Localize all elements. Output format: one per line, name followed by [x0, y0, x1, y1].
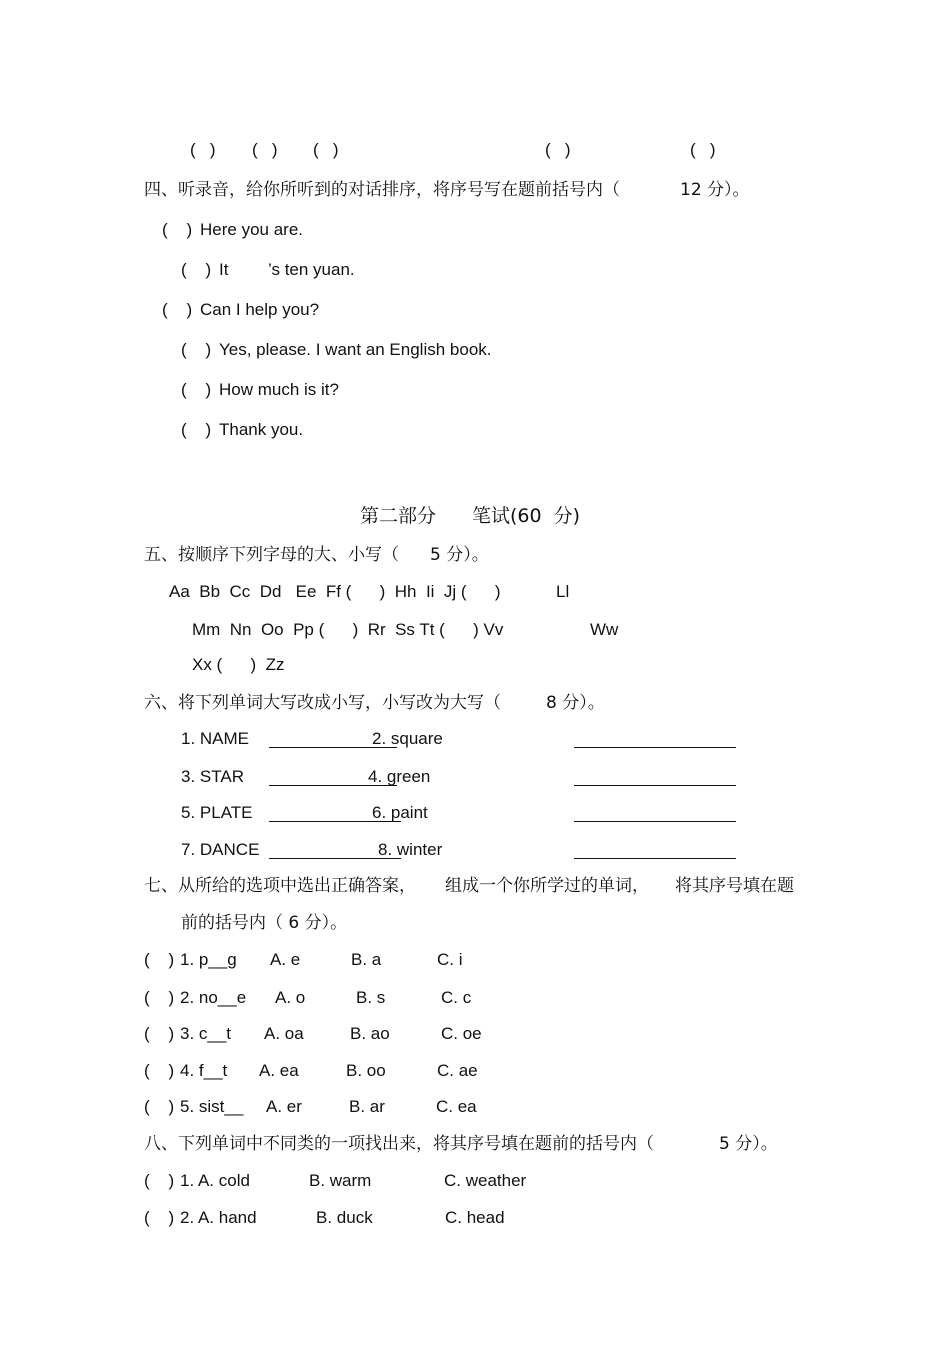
answer-bracket: ( ) — [162, 300, 193, 319]
dialogue-line: How much is it? — [219, 380, 339, 399]
section-4-title: 四、听录音，给你所听到的对话排序，将序号写在题前括号内（ — [144, 180, 620, 200]
option-c: C. weather — [444, 1171, 527, 1190]
option-c: C. i — [437, 950, 463, 969]
answer-bracket: ( ) — [190, 140, 216, 159]
dialogue-line: It — [219, 260, 229, 279]
option-a: A. e — [270, 950, 301, 969]
option-a: A. ea — [259, 1061, 299, 1080]
letters-row: Aa Bb Cc Dd Ee Ff ( ) Hh Ii Jj ( ) — [169, 582, 501, 601]
section-5-title: 五、按顺序下列字母的大、小写（ — [144, 545, 399, 565]
option-a: A. o — [275, 988, 306, 1007]
answer-bracket: ( ) — [181, 380, 212, 399]
answer-bracket: ( ) — [144, 950, 175, 969]
section-4-points: 12 分）。 — [680, 180, 750, 200]
question-word: 1. A. cold — [180, 1171, 250, 1190]
question-word: 5. sist__ — [180, 1097, 244, 1116]
answer-bracket: ( ) — [690, 140, 716, 159]
answer-bracket: ( ) — [313, 140, 339, 159]
answer-bracket: ( ) — [144, 1097, 175, 1116]
word-item: 6. paint — [372, 803, 428, 822]
option-a: A. er — [266, 1097, 302, 1116]
answer-bracket: ( ) — [144, 1208, 175, 1227]
question-word: 3. c__t — [180, 1024, 232, 1043]
section-8-title: 八、下列单词中不同类的一项找出来，将其序号填在题前的括号内（ — [144, 1134, 654, 1154]
dialogue-line: Yes, please. I want an English book. — [219, 340, 492, 359]
question-word: 2. no__e — [180, 988, 247, 1007]
question-word: 2. A. hand — [180, 1208, 257, 1227]
option-b: B. s — [356, 988, 386, 1007]
dialogue-line: Can I help you? — [200, 300, 320, 319]
answer-bracket: ( ) — [144, 1171, 175, 1190]
dialogue-line: Here you are. — [200, 220, 303, 239]
section-7-title: 七、从所给的选项中选出正确答案， — [144, 876, 416, 896]
section-7-title: 将其序号填在题 — [675, 876, 794, 896]
option-b: B. duck — [316, 1208, 373, 1227]
word-item: 5. PLATE — [181, 803, 253, 822]
answer-bracket: ( ) — [144, 1024, 175, 1043]
word-item: 1. NAME — [181, 729, 250, 748]
section-7-title-cont: 前的括号内（ 6 分）。 — [181, 913, 348, 933]
word-item: 7. DANCE — [181, 840, 260, 859]
part-2-score: 笔试(60 分) — [472, 505, 581, 527]
answer-bracket: ( ) — [545, 140, 571, 159]
answer-bracket: ( ) — [162, 220, 193, 239]
word-item: 3. STAR — [181, 767, 244, 786]
answer-bracket: ( ) — [144, 1061, 175, 1080]
section-8-points: 5 分）。 — [719, 1134, 778, 1154]
option-a: A. oa — [264, 1024, 304, 1043]
option-b: B. warm — [309, 1171, 372, 1190]
option-c: C. ea — [436, 1097, 477, 1116]
answer-bracket: ( ) — [181, 260, 212, 279]
section-5-points: 5 分）。 — [430, 545, 489, 565]
section-6-title: 六、将下列单词大写改成小写，小写改为大写（ — [144, 693, 501, 713]
letters-row-end: Ww — [590, 620, 619, 639]
option-b: B. ao — [350, 1024, 390, 1043]
option-c: C. oe — [441, 1024, 482, 1043]
word-item: 2. square — [372, 729, 443, 748]
dialogue-line: Thank you. — [219, 420, 304, 439]
answer-blank[interactable] — [574, 785, 736, 786]
option-b: B. oo — [346, 1061, 386, 1080]
letters-row-end: Ll — [556, 582, 570, 601]
answer-blank[interactable] — [574, 858, 736, 859]
answer-bracket: ( ) — [181, 420, 212, 439]
section-7-title: 组成一个你所学过的单词， — [445, 876, 649, 896]
dialogue-line-cont: ’s ten yuan. — [268, 260, 355, 279]
option-c: C. c — [441, 988, 472, 1007]
section-6-points: 8 分）。 — [546, 693, 605, 713]
option-b: B. a — [351, 950, 382, 969]
answer-bracket: ( ) — [252, 140, 278, 159]
answer-bracket: ( ) — [144, 988, 175, 1007]
part-2-title: 第二部分 — [360, 505, 437, 527]
word-item: 8. winter — [378, 840, 443, 859]
option-b: B. ar — [349, 1097, 385, 1116]
answer-blank[interactable] — [574, 747, 736, 748]
word-item: 4. green — [368, 767, 431, 786]
letters-row: Mm Nn Oo Pp ( ) Rr Ss Tt ( ) Vv — [192, 620, 504, 639]
answer-blank[interactable] — [574, 821, 736, 822]
answer-bracket: ( ) — [181, 340, 212, 359]
option-c: C. ae — [437, 1061, 478, 1080]
option-c: C. head — [445, 1208, 505, 1227]
letters-row: Xx ( ) Zz — [192, 655, 285, 674]
question-word: 1. p__g — [180, 950, 237, 969]
question-word: 4. f__t — [180, 1061, 228, 1080]
